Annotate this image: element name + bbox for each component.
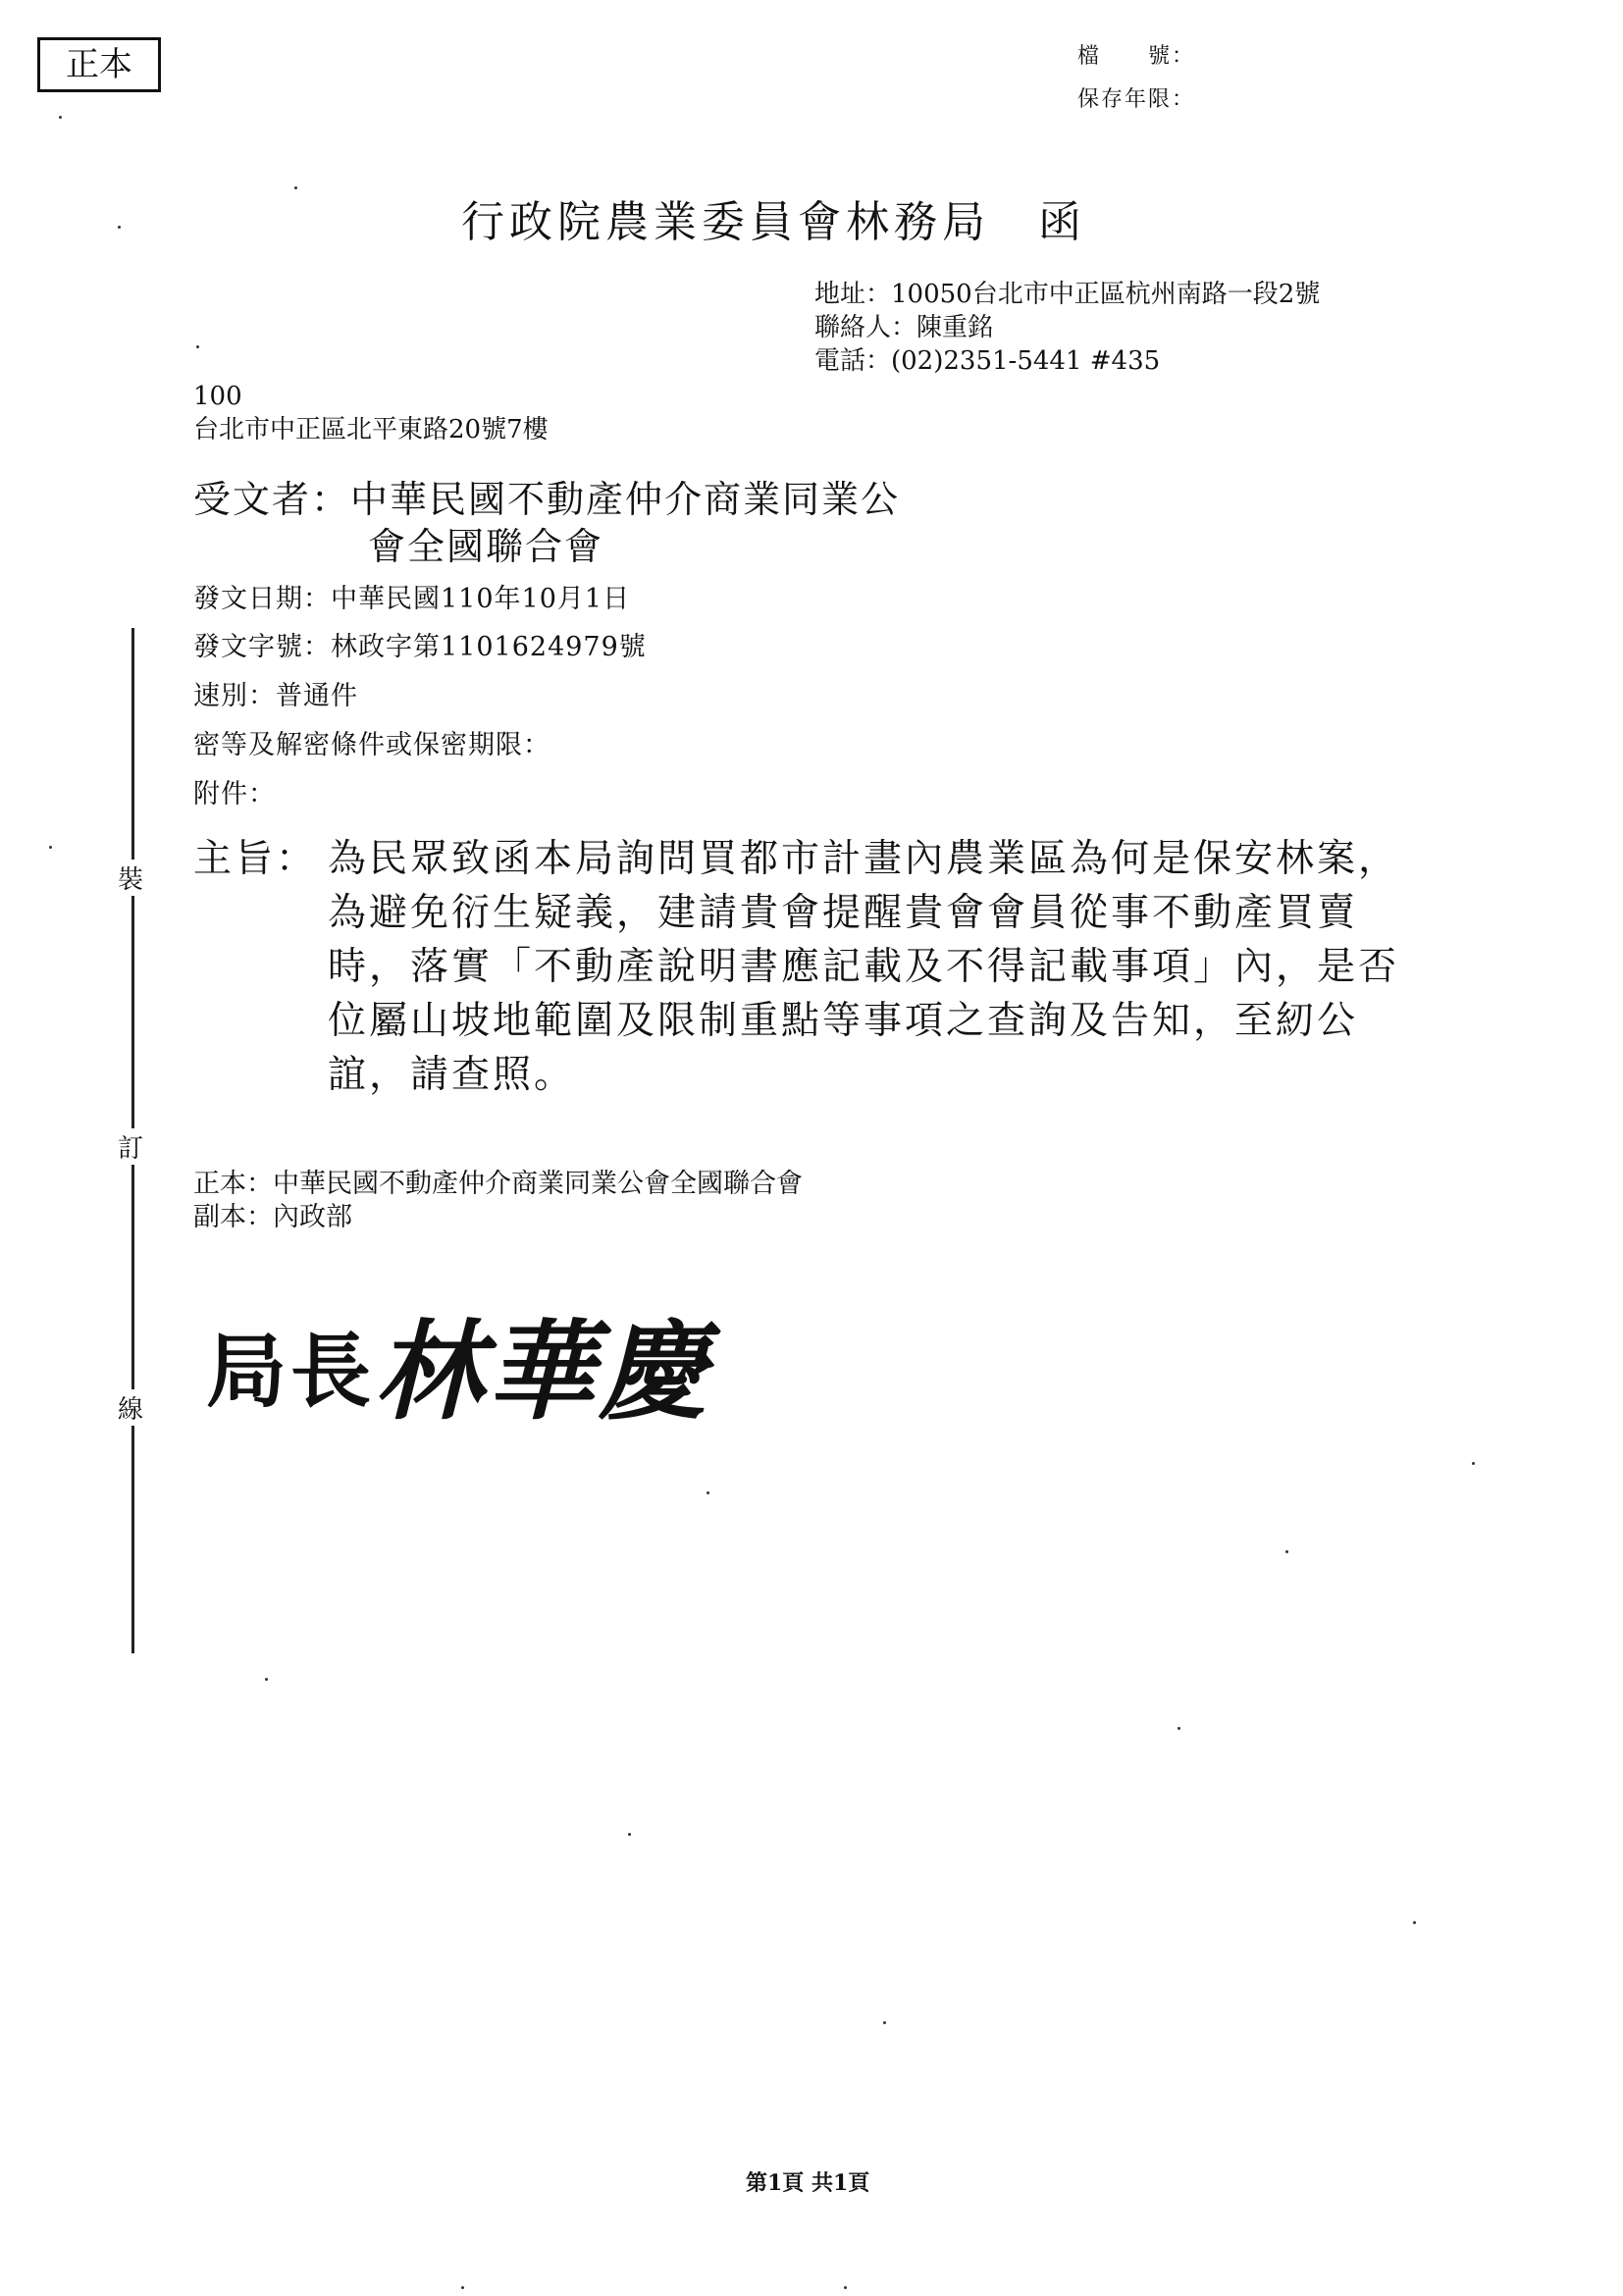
scan-speck — [1472, 1462, 1475, 1465]
director-signature — [206, 1285, 710, 1440]
subject-text: 為民眾致函本局詢問買都市計畫內農業區為何是保安林案，為避免衍生疑義，建請貴會提醒貴會會員從事不動產買賣時，落實「不動產說明書應記載及不得記載事項」內，是否位屬山坡地範圍及限制重點等事項之查詢及告知，至紉公誼，請查照。 — [328, 837, 1400, 1097]
scan-speck — [49, 846, 52, 849]
binding-mark-xian: 線 — [118, 1389, 143, 1426]
recipient-name-line1: 中華民國不動產仲介商業同業公 — [350, 478, 901, 521]
sender-phone: 電話：(02)2351-5441 #435 — [814, 346, 1161, 376]
scan-speck — [196, 345, 199, 348]
binding-mark-ding: 訂 — [118, 1128, 143, 1165]
scan-speck — [844, 2286, 847, 2289]
attachments: 附件： — [193, 779, 276, 809]
subject-section — [193, 832, 1440, 1102]
signature-title: 局長 — [206, 1325, 376, 1419]
copy-recipients: 副本：內政部 — [193, 1202, 352, 1232]
document-number: 發文字號：林政字第1101624979號 — [193, 632, 647, 662]
scan-speck — [1413, 1921, 1416, 1924]
recipient-label: 受文者： — [193, 478, 351, 521]
scan-speck — [1178, 1727, 1180, 1730]
scan-speck — [1285, 1550, 1288, 1553]
scan-speck — [294, 186, 297, 189]
scan-speck — [883, 2021, 886, 2024]
sender-address: 地址：10050台北市中正區杭州南路一段2號 — [814, 280, 1321, 309]
delivery-speed: 速別：普通件 — [193, 681, 358, 711]
retention-period-label: 保存年限： — [1077, 87, 1196, 112]
page-number: 第1頁 共1頁 — [746, 2170, 870, 2196]
scan-speck — [707, 1491, 709, 1494]
scan-speck — [628, 1833, 631, 1836]
signature-name: 林華慶 — [375, 1308, 711, 1435]
original-recipients: 正本：中華民國不動產仲介商業同業公會全國聯合會 — [193, 1169, 803, 1199]
sender-contact: 聯絡人：陳重銘 — [814, 313, 994, 342]
secrecy-level: 密等及解密條件或保密期限： — [193, 730, 550, 760]
issue-date: 發文日期：中華民國110年10月1日 — [193, 584, 631, 614]
binding-mark-zhuang: 裝 — [118, 860, 143, 896]
scan-speck — [59, 116, 62, 119]
recipient — [193, 476, 900, 570]
recipient-name-line2: 會全國聯合會 — [368, 525, 604, 568]
scan-speck — [265, 1678, 268, 1681]
document-title: 行政院農業委員會林務局 函 — [461, 197, 1086, 247]
recipient-street-address: 台北市中正區北平東路20號7樓 — [193, 415, 549, 444]
scan-speck — [461, 2286, 464, 2289]
subject-label: 主旨： — [193, 837, 318, 881]
file-number-label: 檔 號： — [1077, 44, 1196, 69]
recipient-postcode: 100 — [193, 382, 242, 411]
scan-speck — [118, 226, 121, 229]
original-copy-stamp: 正本 — [37, 37, 161, 92]
